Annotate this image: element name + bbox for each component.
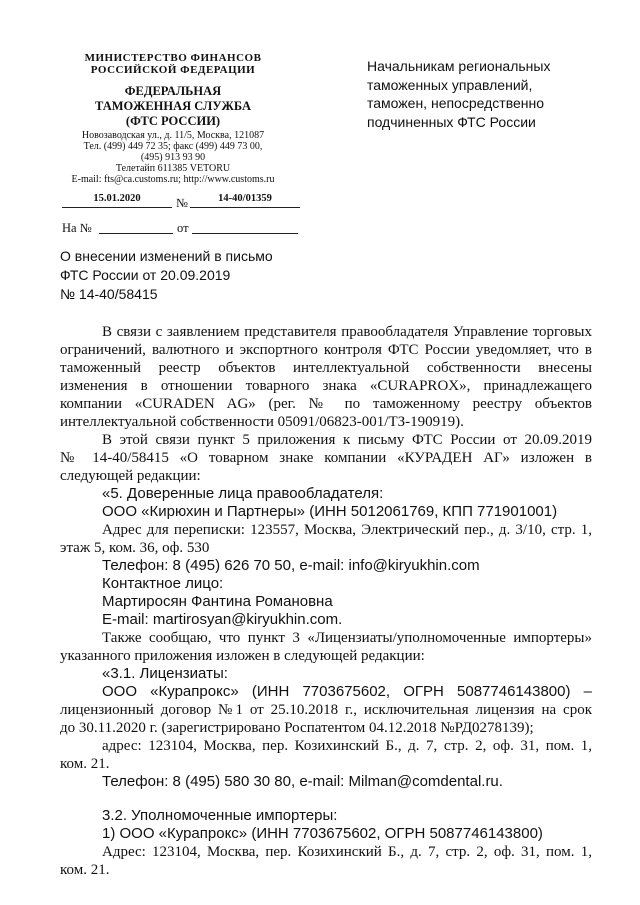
agency-name-line1: ФЕДЕРАЛЬНАЯ <box>124 84 222 98</box>
section31-title: «3.1. Лицензиаты: <box>102 665 228 682</box>
address-line1: Новозаводская ул., д. 11/5, Москва, 121087 <box>81 130 265 141</box>
addressee-line3: таможен, непосредственно <box>367 95 545 111</box>
agency-name-line3: (ФТС РОССИИ) <box>125 114 221 128</box>
section31-org-line3: до 30.11.2020 г. (зарегистрировано Роспатентом 04.12.2018 №РД0278139); <box>60 720 534 736</box>
p1-line5: компании «CURADEN AG» (рег. № по таможенному реестру объектов <box>60 396 592 412</box>
agency-name-line2: ТАМОЖЕННАЯ СЛУЖБА <box>95 99 251 113</box>
p1-line3: таможенный реестр объектов интеллектуальной собственности внесены <box>60 360 592 376</box>
number-underline <box>190 207 300 208</box>
subject-block <box>60 247 273 304</box>
document-date: 15.01.2020 <box>93 193 141 204</box>
from-underline <box>192 233 298 234</box>
on-no-label: На № <box>62 221 92 235</box>
section31-address-line1: адрес: 123104, Москва, пер. Козихинский Б., д. 7, стр. 2, оф. 31, пом. 1, <box>102 738 592 754</box>
section31-phone: Телефон: 8 (495) 580 30 80, e-mail: Milman@comdental.ru. <box>102 773 503 790</box>
date-underline <box>62 207 172 208</box>
section5-title: «5. Доверенные лица правообладателя: <box>102 485 384 502</box>
on-no-underline <box>99 233 173 234</box>
section31-org-line1: ООО «Курапрокс» (ИНН 7703675602, ОГРН 5087746143800) – <box>102 683 592 700</box>
p1-line1: В связи с заявлением представителя правообладателя Управление торговых <box>102 324 592 340</box>
ministry-name-line1: МИНИСТЕРСТВО ФИНАНСОВ <box>84 52 262 64</box>
addressee-block <box>367 57 550 131</box>
p1-line4: изменения в отношении товарного знака «CURAPROX», принадлежащего <box>60 378 592 394</box>
subject-line2: ФТС России от 20.09.2019 <box>60 267 231 283</box>
addressee-line2: таможенных управлений, <box>367 76 533 93</box>
p1-line6: интеллектуальной собственности 05091/06823-001/ТЗ-190919). <box>60 414 464 430</box>
section31-address-line2: ком. 21. <box>60 756 110 772</box>
p2-line1: В этой связи пункт 5 приложения к письму ФТС России от 20.09.2019 <box>102 432 592 448</box>
section32-title: 3.2. Уполномоченные импортеры: <box>102 807 338 824</box>
section32-address-line1: Адрес: 123104, Москва, пер. Козихинский Б., д. 7, стр. 2, оф. 31, пом. 1, <box>102 844 592 860</box>
from-label: от <box>177 221 189 235</box>
addressee-line1: Начальникам региональных <box>367 58 551 74</box>
section5-phone: Телефон: 8 (495) 626 70 50, e-mail: info@kiryukhin.com <box>102 557 480 574</box>
section5-contact-label: Контактное лицо: <box>102 575 224 592</box>
section5-organization: ООО «Кирюхин и Партнеры» (ИНН 5012061769, КПП 771901001) <box>102 503 558 520</box>
ministry-name-line2: РОССИЙСКОЙ ФЕДЕРАЦИИ <box>90 64 256 76</box>
p2-line3: следующей редакции: <box>60 468 201 484</box>
address-line4: Телетайп 611385 VETORU <box>115 163 231 174</box>
number-sign: № <box>176 196 188 210</box>
section5-address-line2: этаж 5, ком. 36, оф. 530 <box>60 540 210 556</box>
section5-contact-name: Мартиросян Фантина Романовна <box>102 593 333 610</box>
address-line3: (495) 913 93 90 <box>140 152 206 163</box>
section31-org-line2: лицензионный договор №1 от 25.10.2018 г., исключительная лицензия на срок <box>60 702 592 718</box>
subject-line1: О внесении изменений в письмо <box>60 248 273 264</box>
address-line2: Тел. (499) 449 72 35; факс (499) 449 73 00, <box>83 141 263 152</box>
subject-line3: № 14-40/58415 <box>60 286 158 302</box>
address-line5: E-mail: fts@ca.customs.ru; http://www.customs.ru <box>71 174 275 185</box>
section5-contact-email: E-mail: martirosyan@kiryukhin.com. <box>102 611 343 628</box>
section32-address-line2: ком. 21. <box>60 862 110 878</box>
p3-line1: Также сообщаю, что пункт 3 «Лицензиаты/уполномоченные импортеры» <box>102 630 592 646</box>
section32-organization: 1) ООО «Курапрокс» (ИНН 7703675602, ОГРН 5087746143800) <box>102 825 543 842</box>
document-number: 14-40/01359 <box>218 193 272 204</box>
p3-line2: указанного приложения изложен в следующей редакции: <box>60 648 425 664</box>
addressee-line4: подчиненных ФТС России <box>367 113 536 130</box>
p2-line2: № 14-40/58415 «О товарном знаке компании «КУРАДЕН АГ» изложен в <box>60 450 592 466</box>
p1-line2: ограничений, валютного и экспортного контроля ФТС России уведомляет, что в <box>60 342 592 358</box>
section5-address-line1: Адрес для переписки: 123557, Москва, Электрический пер., д. 3/10, стр. 1, <box>102 522 592 538</box>
